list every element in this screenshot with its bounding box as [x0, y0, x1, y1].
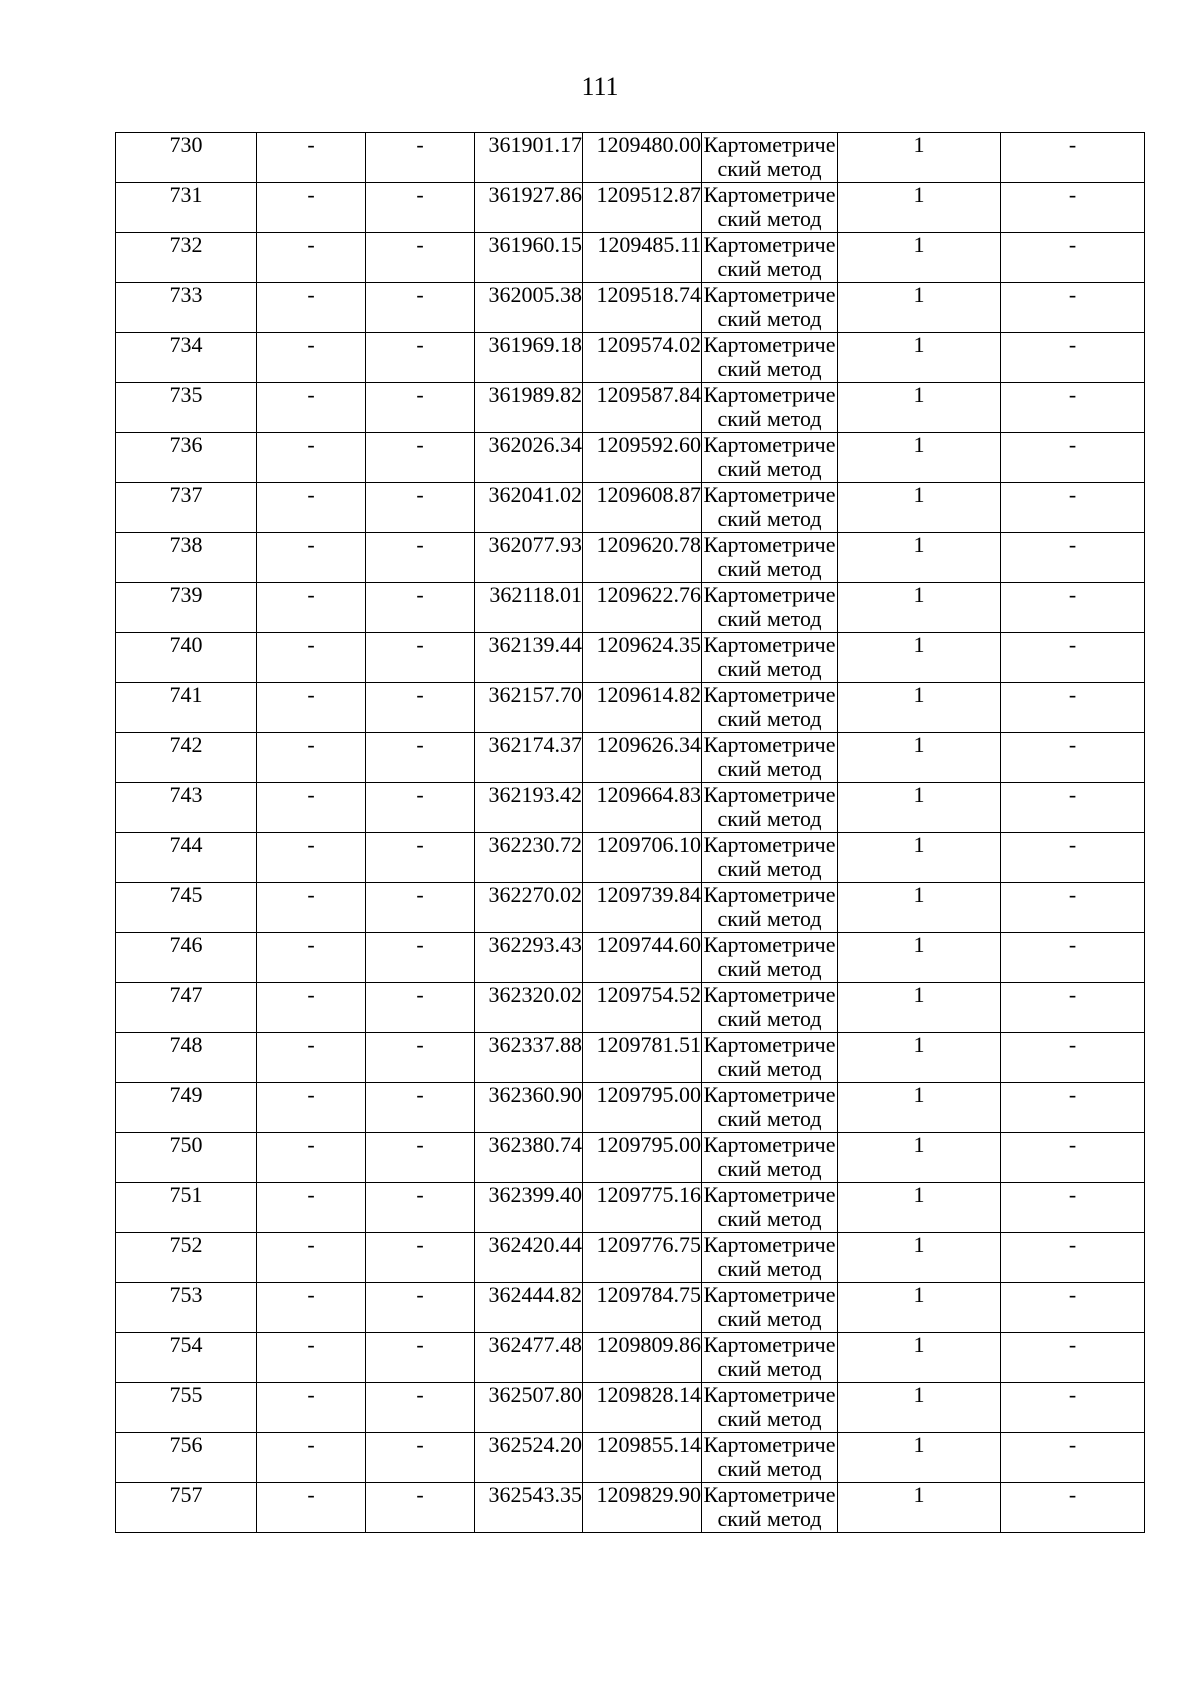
note-cell: - [1001, 733, 1145, 783]
y-coordinate-cell: 1209518.74 [583, 283, 702, 333]
y-coordinate-cell: 1209776.75 [583, 1233, 702, 1283]
point-number-cell: 747 [116, 983, 257, 1033]
column-2-cell: - [257, 383, 366, 433]
accuracy-cell: 1 [838, 383, 1001, 433]
point-number-cell: 750 [116, 1133, 257, 1183]
y-coordinate-cell: 1209614.82 [583, 683, 702, 733]
point-number-cell: 753 [116, 1283, 257, 1333]
y-coordinate-cell: 1209624.35 [583, 633, 702, 683]
point-number-cell: 741 [116, 683, 257, 733]
point-number-cell: 730 [116, 133, 257, 183]
column-2-cell: - [257, 633, 366, 683]
method-cell: Картометрический метод [702, 533, 838, 583]
column-3-cell: - [366, 733, 475, 783]
y-coordinate-cell: 1209795.00 [583, 1133, 702, 1183]
column-2-cell: - [257, 533, 366, 583]
column-3-cell: - [366, 783, 475, 833]
x-coordinate-cell: 362477.48 [475, 1333, 583, 1383]
x-coordinate-cell: 362041.02 [475, 483, 583, 533]
column-2-cell: - [257, 1283, 366, 1333]
column-2-cell: - [257, 233, 366, 283]
page-number: 111 [581, 72, 619, 101]
accuracy-cell: 1 [838, 1033, 1001, 1083]
method-cell: Картометрический метод [702, 983, 838, 1033]
accuracy-cell: 1 [838, 833, 1001, 883]
table-row [116, 683, 1145, 733]
x-coordinate-cell: 362139.44 [475, 633, 583, 683]
method-cell: Картометрический метод [702, 1333, 838, 1383]
x-coordinate-cell: 361989.82 [475, 383, 583, 433]
method-cell: Картометрический метод [702, 933, 838, 983]
method-cell: Картометрический метод [702, 1133, 838, 1183]
y-coordinate-cell: 1209587.84 [583, 383, 702, 433]
point-number-cell: 735 [116, 383, 257, 433]
method-cell: Картометрический метод [702, 233, 838, 283]
column-3-cell: - [366, 1383, 475, 1433]
table-row [116, 1233, 1145, 1283]
point-number-cell: 732 [116, 233, 257, 283]
column-3-cell: - [366, 533, 475, 583]
accuracy-cell: 1 [838, 733, 1001, 783]
note-cell: - [1001, 283, 1145, 333]
y-coordinate-cell: 1209512.87 [583, 183, 702, 233]
point-number-cell: 743 [116, 783, 257, 833]
note-cell: - [1001, 1283, 1145, 1333]
table-row [116, 1283, 1145, 1333]
column-3-cell: - [366, 583, 475, 633]
table-row [116, 383, 1145, 433]
accuracy-cell: 1 [838, 1233, 1001, 1283]
accuracy-cell: 1 [838, 983, 1001, 1033]
accuracy-cell: 1 [838, 133, 1001, 183]
point-number-cell: 738 [116, 533, 257, 583]
note-cell: - [1001, 883, 1145, 933]
accuracy-cell: 1 [838, 433, 1001, 483]
method-cell: Картометрический метод [702, 633, 838, 683]
column-3-cell: - [366, 1433, 475, 1483]
column-2-cell: - [257, 733, 366, 783]
column-2-cell: - [257, 1083, 366, 1133]
note-cell: - [1001, 1233, 1145, 1283]
method-cell: Картометрический метод [702, 1183, 838, 1233]
method-cell: Картометрический метод [702, 433, 838, 483]
column-3-cell: - [366, 933, 475, 983]
point-number-cell: 754 [116, 1333, 257, 1383]
note-cell: - [1001, 633, 1145, 683]
point-number-cell: 739 [116, 583, 257, 633]
note-cell: - [1001, 533, 1145, 583]
accuracy-cell: 1 [838, 283, 1001, 333]
column-3-cell: - [366, 683, 475, 733]
column-3-cell: - [366, 983, 475, 1033]
table-body [116, 133, 1145, 1533]
method-cell: Картометрический метод [702, 583, 838, 633]
column-3-cell: - [366, 1283, 475, 1333]
column-2-cell: - [257, 933, 366, 983]
x-coordinate-cell: 362507.80 [475, 1383, 583, 1433]
accuracy-cell: 1 [838, 1433, 1001, 1483]
table-row [116, 1483, 1145, 1533]
note-cell: - [1001, 833, 1145, 883]
point-number-cell: 757 [116, 1483, 257, 1533]
column-3-cell: - [366, 433, 475, 483]
x-coordinate-cell: 362360.90 [475, 1083, 583, 1133]
x-coordinate-cell: 362118.01 [475, 583, 583, 633]
column-2-cell: - [257, 483, 366, 533]
x-coordinate-cell: 362320.02 [475, 983, 583, 1033]
x-coordinate-cell: 361901.17 [475, 133, 583, 183]
method-cell: Картометрический метод [702, 1483, 838, 1533]
point-number-cell: 737 [116, 483, 257, 533]
table-row [116, 1383, 1145, 1433]
coordinates-table [115, 132, 1145, 1533]
point-number-cell: 745 [116, 883, 257, 933]
accuracy-cell: 1 [838, 1283, 1001, 1333]
method-cell: Картометрический метод [702, 283, 838, 333]
column-3-cell: - [366, 1033, 475, 1083]
method-cell: Картометрический метод [702, 1083, 838, 1133]
column-2-cell: - [257, 683, 366, 733]
column-3-cell: - [366, 1233, 475, 1283]
y-coordinate-cell: 1209622.76 [583, 583, 702, 633]
note-cell: - [1001, 1083, 1145, 1133]
x-coordinate-cell: 361969.18 [475, 333, 583, 383]
column-3-cell: - [366, 1133, 475, 1183]
table-row [116, 133, 1145, 183]
column-3-cell: - [366, 133, 475, 183]
column-2-cell: - [257, 1383, 366, 1433]
column-3-cell: - [366, 183, 475, 233]
y-coordinate-cell: 1209608.87 [583, 483, 702, 533]
accuracy-cell: 1 [838, 183, 1001, 233]
table-row [116, 633, 1145, 683]
table-row [116, 1033, 1145, 1083]
table-row [116, 583, 1145, 633]
accuracy-cell: 1 [838, 1383, 1001, 1433]
column-3-cell: - [366, 833, 475, 883]
method-cell: Картометрический метод [702, 683, 838, 733]
note-cell: - [1001, 1433, 1145, 1483]
accuracy-cell: 1 [838, 1333, 1001, 1383]
note-cell: - [1001, 433, 1145, 483]
method-cell: Картометрический метод [702, 1433, 838, 1483]
column-2-cell: - [257, 333, 366, 383]
note-cell: - [1001, 133, 1145, 183]
note-cell: - [1001, 933, 1145, 983]
table-row [116, 733, 1145, 783]
x-coordinate-cell: 362420.44 [475, 1233, 583, 1283]
y-coordinate-cell: 1209754.52 [583, 983, 702, 1033]
point-number-cell: 736 [116, 433, 257, 483]
point-number-cell: 755 [116, 1383, 257, 1433]
method-cell: Картометрический метод [702, 1233, 838, 1283]
note-cell: - [1001, 1383, 1145, 1433]
note-cell: - [1001, 1133, 1145, 1183]
y-coordinate-cell: 1209592.60 [583, 433, 702, 483]
y-coordinate-cell: 1209480.00 [583, 133, 702, 183]
note-cell: - [1001, 1483, 1145, 1533]
column-2-cell: - [257, 883, 366, 933]
column-2-cell: - [257, 1333, 366, 1383]
x-coordinate-cell: 362444.82 [475, 1283, 583, 1333]
column-2-cell: - [257, 133, 366, 183]
note-cell: - [1001, 1183, 1145, 1233]
table-row [116, 283, 1145, 333]
x-coordinate-cell: 362524.20 [475, 1433, 583, 1483]
accuracy-cell: 1 [838, 883, 1001, 933]
table-row [116, 233, 1145, 283]
note-cell: - [1001, 233, 1145, 283]
table-row [116, 883, 1145, 933]
y-coordinate-cell: 1209626.34 [583, 733, 702, 783]
y-coordinate-cell: 1209485.11 [583, 233, 702, 283]
table-row [116, 1083, 1145, 1133]
point-number-cell: 733 [116, 283, 257, 333]
column-2-cell: - [257, 783, 366, 833]
column-2-cell: - [257, 433, 366, 483]
accuracy-cell: 1 [838, 233, 1001, 283]
note-cell: - [1001, 1333, 1145, 1383]
method-cell: Картометрический метод [702, 833, 838, 883]
x-coordinate-cell: 361927.86 [475, 183, 583, 233]
point-number-cell: 751 [116, 1183, 257, 1233]
point-number-cell: 746 [116, 933, 257, 983]
column-2-cell: - [257, 1183, 366, 1233]
table-row [116, 983, 1145, 1033]
y-coordinate-cell: 1209775.16 [583, 1183, 702, 1233]
column-2-cell: - [257, 283, 366, 333]
table-row [116, 1433, 1145, 1483]
x-coordinate-cell: 362157.70 [475, 683, 583, 733]
x-coordinate-cell: 362380.74 [475, 1133, 583, 1183]
note-cell: - [1001, 383, 1145, 433]
column-3-cell: - [366, 633, 475, 683]
point-number-cell: 749 [116, 1083, 257, 1133]
table-row [116, 333, 1145, 383]
column-2-cell: - [257, 1233, 366, 1283]
method-cell: Картометрический метод [702, 1383, 838, 1433]
column-3-cell: - [366, 283, 475, 333]
y-coordinate-cell: 1209664.83 [583, 783, 702, 833]
accuracy-cell: 1 [838, 533, 1001, 583]
accuracy-cell: 1 [838, 1083, 1001, 1133]
y-coordinate-cell: 1209781.51 [583, 1033, 702, 1083]
point-number-cell: 731 [116, 183, 257, 233]
method-cell: Картометрический метод [702, 133, 838, 183]
column-3-cell: - [366, 883, 475, 933]
note-cell: - [1001, 483, 1145, 533]
x-coordinate-cell: 362026.34 [475, 433, 583, 483]
column-2-cell: - [257, 833, 366, 883]
column-3-cell: - [366, 483, 475, 533]
column-3-cell: - [366, 1333, 475, 1383]
table-row [116, 183, 1145, 233]
method-cell: Картометрический метод [702, 733, 838, 783]
y-coordinate-cell: 1209739.84 [583, 883, 702, 933]
method-cell: Картометрический метод [702, 333, 838, 383]
x-coordinate-cell: 362174.37 [475, 733, 583, 783]
method-cell: Картометрический метод [702, 783, 838, 833]
method-cell: Картометрический метод [702, 883, 838, 933]
table-row [116, 1333, 1145, 1383]
column-3-cell: - [366, 333, 475, 383]
table-row [116, 783, 1145, 833]
accuracy-cell: 1 [838, 333, 1001, 383]
note-cell: - [1001, 983, 1145, 1033]
table-row [116, 533, 1145, 583]
method-cell: Картометрический метод [702, 383, 838, 433]
note-cell: - [1001, 583, 1145, 633]
x-coordinate-cell: 362230.72 [475, 833, 583, 883]
y-coordinate-cell: 1209828.14 [583, 1383, 702, 1433]
table-row [116, 933, 1145, 983]
point-number-cell: 748 [116, 1033, 257, 1083]
table-row [116, 1183, 1145, 1233]
accuracy-cell: 1 [838, 583, 1001, 633]
x-coordinate-cell: 362293.43 [475, 933, 583, 983]
note-cell: - [1001, 1033, 1145, 1083]
table-row [116, 483, 1145, 533]
column-2-cell: - [257, 1133, 366, 1183]
x-coordinate-cell: 362337.88 [475, 1033, 583, 1083]
column-2-cell: - [257, 1033, 366, 1083]
method-cell: Картометрический метод [702, 483, 838, 533]
accuracy-cell: 1 [838, 483, 1001, 533]
y-coordinate-cell: 1209706.10 [583, 833, 702, 883]
x-coordinate-cell: 362270.02 [475, 883, 583, 933]
x-coordinate-cell: 362005.38 [475, 283, 583, 333]
column-2-cell: - [257, 183, 366, 233]
table-row [116, 833, 1145, 883]
point-number-cell: 744 [116, 833, 257, 883]
accuracy-cell: 1 [838, 633, 1001, 683]
y-coordinate-cell: 1209620.78 [583, 533, 702, 583]
column-3-cell: - [366, 383, 475, 433]
y-coordinate-cell: 1209829.90 [583, 1483, 702, 1533]
point-number-cell: 742 [116, 733, 257, 783]
method-cell: Картометрический метод [702, 183, 838, 233]
accuracy-cell: 1 [838, 1133, 1001, 1183]
y-coordinate-cell: 1209784.75 [583, 1283, 702, 1333]
column-3-cell: - [366, 1083, 475, 1133]
column-2-cell: - [257, 1433, 366, 1483]
point-number-cell: 734 [116, 333, 257, 383]
column-2-cell: - [257, 983, 366, 1033]
y-coordinate-cell: 1209855.14 [583, 1433, 702, 1483]
note-cell: - [1001, 783, 1145, 833]
table-row [116, 433, 1145, 483]
column-3-cell: - [366, 1483, 475, 1533]
note-cell: - [1001, 183, 1145, 233]
accuracy-cell: 1 [838, 933, 1001, 983]
y-coordinate-cell: 1209574.02 [583, 333, 702, 383]
table-row [116, 1133, 1145, 1183]
y-coordinate-cell: 1209744.60 [583, 933, 702, 983]
accuracy-cell: 1 [838, 783, 1001, 833]
x-coordinate-cell: 362543.35 [475, 1483, 583, 1533]
y-coordinate-cell: 1209809.86 [583, 1333, 702, 1383]
column-3-cell: - [366, 233, 475, 283]
point-number-cell: 756 [116, 1433, 257, 1483]
note-cell: - [1001, 683, 1145, 733]
method-cell: Картометрический метод [702, 1283, 838, 1333]
note-cell: - [1001, 333, 1145, 383]
x-coordinate-cell: 362193.42 [475, 783, 583, 833]
accuracy-cell: 1 [838, 683, 1001, 733]
point-number-cell: 740 [116, 633, 257, 683]
x-coordinate-cell: 362077.93 [475, 533, 583, 583]
y-coordinate-cell: 1209795.00 [583, 1083, 702, 1133]
column-2-cell: - [257, 583, 366, 633]
x-coordinate-cell: 361960.15 [475, 233, 583, 283]
column-2-cell: - [257, 1483, 366, 1533]
point-number-cell: 752 [116, 1233, 257, 1283]
method-cell: Картометрический метод [702, 1033, 838, 1083]
accuracy-cell: 1 [838, 1483, 1001, 1533]
column-3-cell: - [366, 1183, 475, 1233]
x-coordinate-cell: 362399.40 [475, 1183, 583, 1233]
accuracy-cell: 1 [838, 1183, 1001, 1233]
